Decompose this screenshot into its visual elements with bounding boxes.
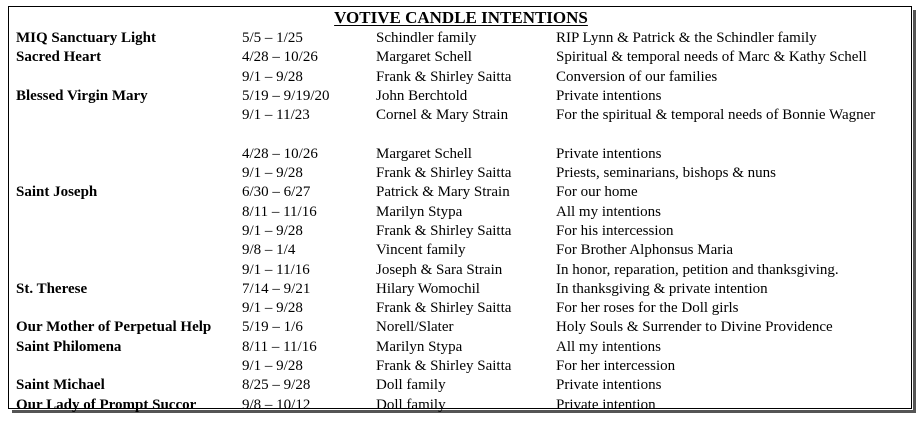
date-range: 9/1 – 9/28 bbox=[242, 358, 303, 375]
date-range: 9/1 – 9/28 bbox=[242, 300, 303, 317]
table-row bbox=[0, 280, 922, 299]
table-row bbox=[0, 48, 922, 67]
intentions-table bbox=[0, 29, 922, 415]
intention-text: Private intentions bbox=[556, 145, 662, 162]
intention-text: For his intercession bbox=[556, 222, 674, 239]
intention-text: For the spiritual & temporal needs of Bonnie Wagner bbox=[556, 107, 876, 124]
date-range: 8/11 – 11/16 bbox=[242, 203, 317, 220]
intention-text: For her intercession bbox=[556, 358, 676, 375]
devotion-name: Our Mother of Perpetual Help bbox=[16, 319, 212, 336]
date-range: 9/1 – 9/28 bbox=[242, 68, 303, 85]
intention-text: For our home bbox=[556, 184, 638, 201]
date-range: 9/8 – 10/12 bbox=[242, 396, 311, 413]
table-row bbox=[0, 106, 922, 145]
date-range: 5/5 – 1/25 bbox=[242, 30, 303, 46]
donor-name: Marilyn Stypa bbox=[376, 338, 463, 355]
donor-name: Frank & Shirley Saitta bbox=[376, 68, 512, 85]
date-range: 8/11 – 11/16 bbox=[242, 338, 317, 355]
date-range: 4/28 – 10/26 bbox=[242, 145, 318, 162]
table-row bbox=[0, 241, 922, 260]
donor-name: Cornel & Mary Strain bbox=[376, 107, 509, 124]
donor-name: Doll family bbox=[376, 396, 446, 413]
table-row bbox=[0, 183, 922, 202]
table-row bbox=[0, 164, 922, 183]
table-row bbox=[0, 87, 922, 106]
donor-name: John Berchtold bbox=[376, 87, 468, 104]
intention-text: Private intentions bbox=[556, 87, 662, 104]
intention-text: All my intentions bbox=[556, 203, 661, 220]
intention-text: For her roses for the Doll girls bbox=[556, 300, 739, 317]
devotion-name: Saint Michael bbox=[16, 377, 105, 394]
donor-name: Doll family bbox=[376, 377, 446, 394]
table-row bbox=[0, 29, 922, 48]
table-row bbox=[0, 396, 922, 415]
date-range: 6/30 – 6/27 bbox=[242, 184, 311, 201]
table-row bbox=[0, 145, 922, 164]
table-row bbox=[0, 261, 922, 280]
intention-text: Conversion of our families bbox=[556, 68, 718, 85]
intention-text: Private intention bbox=[556, 396, 656, 413]
devotion-name: St. Therese bbox=[16, 280, 88, 297]
date-range: 9/1 – 9/28 bbox=[242, 165, 303, 182]
intention-text: Spiritual & temporal needs of Marc & Kathy Schell bbox=[556, 49, 867, 66]
donor-name: Patrick & Mary Strain bbox=[376, 184, 510, 201]
table-row bbox=[0, 222, 922, 241]
table-row bbox=[0, 299, 922, 318]
intention-text: In thanksgiving & private intention bbox=[556, 280, 768, 297]
page-title: VOTIVE CANDLE INTENTIONS bbox=[334, 8, 588, 27]
date-range: 9/8 – 1/4 bbox=[242, 242, 296, 259]
devotion-name: Saint Joseph bbox=[16, 184, 98, 201]
donor-name: Frank & Shirley Saitta bbox=[376, 222, 512, 239]
intention-text: Priests, seminarians, bishops & nuns bbox=[556, 165, 776, 182]
table-row bbox=[0, 357, 922, 376]
table-row bbox=[0, 338, 922, 357]
donor-name: Margaret Schell bbox=[376, 49, 472, 66]
date-range: 9/1 – 9/28 bbox=[242, 222, 303, 239]
table-row bbox=[0, 68, 922, 87]
date-range: 9/1 – 11/16 bbox=[242, 261, 310, 278]
donor-name: Schindler family bbox=[376, 30, 477, 46]
donor-name: Hilary Womochil bbox=[376, 280, 480, 297]
donor-name: Frank & Shirley Saitta bbox=[376, 165, 512, 182]
date-range: 9/1 – 11/23 bbox=[242, 107, 310, 124]
devotion-name: Saint Philomena bbox=[16, 338, 122, 355]
donor-name: Marilyn Stypa bbox=[376, 203, 463, 220]
devotion-name: MIQ Sanctuary Light bbox=[16, 30, 157, 46]
date-range: 5/19 – 9/19/20 bbox=[242, 87, 330, 104]
intention-text: Holy Souls & Surrender to Divine Providence bbox=[556, 319, 833, 336]
table-row bbox=[0, 203, 922, 222]
date-range: 8/25 – 9/28 bbox=[242, 377, 311, 394]
table-row bbox=[0, 376, 922, 395]
intention-text: RIP Lynn & Patrick & the Schindler family bbox=[556, 30, 817, 46]
devotion-name: Blessed Virgin Mary bbox=[16, 87, 148, 104]
devotion-name: Our Lady of Prompt Succor bbox=[16, 396, 197, 413]
donor-name: Vincent family bbox=[376, 242, 466, 259]
devotion-name: Sacred Heart bbox=[16, 49, 102, 66]
donor-name: Frank & Shirley Saitta bbox=[376, 300, 512, 317]
intention-text: In honor, reparation, petition and thanksgiving. bbox=[556, 261, 839, 278]
intention-text: For Brother Alphonsus Maria bbox=[556, 242, 734, 259]
date-range: 4/28 – 10/26 bbox=[242, 49, 318, 66]
donor-name: Norell/Slater bbox=[376, 319, 454, 336]
donor-name: Frank & Shirley Saitta bbox=[376, 358, 512, 375]
donor-name: Joseph & Sara Strain bbox=[376, 261, 503, 278]
table-row bbox=[0, 318, 922, 337]
date-range: 5/19 – 1/6 bbox=[242, 319, 303, 336]
intention-text: Private intentions bbox=[556, 377, 662, 394]
date-range: 7/14 – 9/21 bbox=[242, 280, 311, 297]
intention-text: All my intentions bbox=[556, 338, 661, 355]
donor-name: Margaret Schell bbox=[376, 145, 472, 162]
